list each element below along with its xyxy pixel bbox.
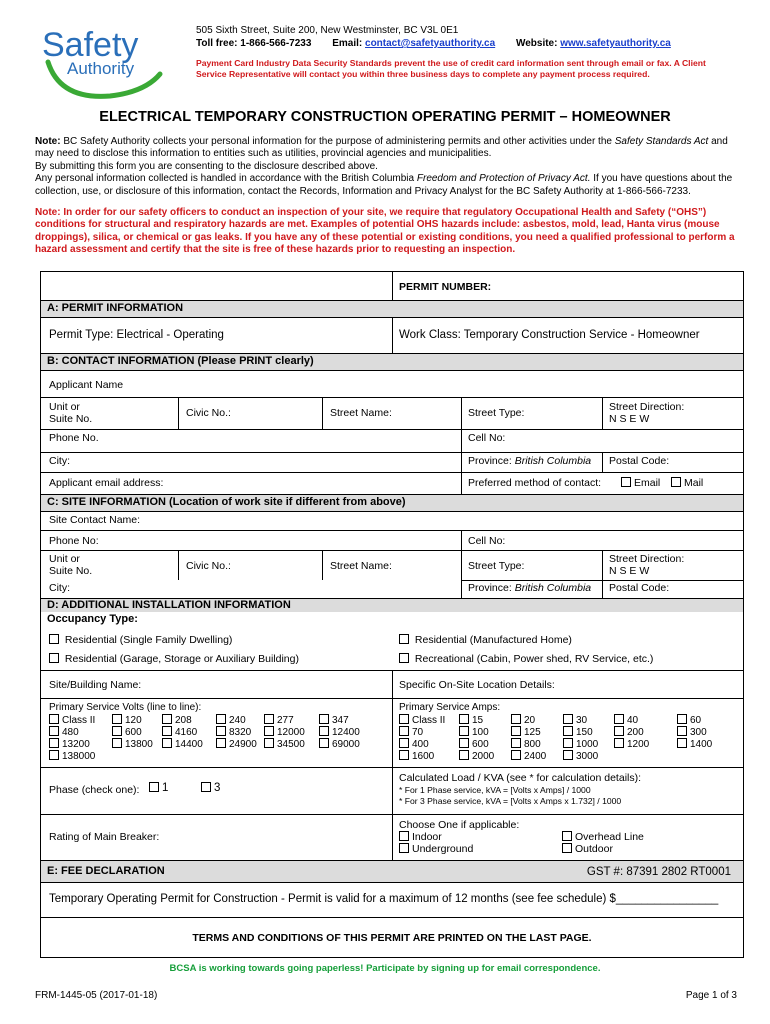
contact-mail-option[interactable]: Mail — [671, 477, 703, 489]
checkbox-icon[interactable] — [49, 714, 59, 724]
site-civic-field[interactable]: Civic No.: — [186, 560, 231, 572]
checkbox-icon[interactable] — [614, 738, 624, 748]
site-contact-field[interactable]: Site Contact Name: — [49, 514, 141, 526]
amps-option[interactable]: 1600 — [399, 750, 434, 763]
checkbox-icon[interactable] — [264, 714, 274, 724]
tollfree: Toll free: 1-866-566-7233 — [196, 38, 312, 49]
occ-single-family[interactable]: Residential (Single Family Dwelling) — [49, 634, 232, 646]
section-b-title: B: CONTACT INFORMATION (Please PRINT clearly) — [47, 355, 314, 367]
section-a-title: A: PERMIT INFORMATION — [47, 302, 184, 314]
form-id: FRM-1445-05 (2017-01-18) — [35, 990, 158, 1001]
checkbox-icon[interactable] — [677, 738, 687, 748]
city-field[interactable]: City: — [49, 455, 70, 467]
phase-1-option[interactable]: 1 — [149, 782, 168, 794]
amps-option[interactable]: 40 — [614, 714, 638, 727]
svg-text:Authority: Authority — [67, 59, 135, 78]
amps-option[interactable]: 600 — [459, 738, 489, 751]
postal-code-field[interactable]: Postal Code: — [609, 455, 670, 467]
volts-option[interactable]: 277 — [264, 714, 294, 727]
choose-one-label: Choose One if applicable: — [399, 819, 520, 831]
checkbox-icon[interactable] — [621, 477, 631, 487]
checkbox-icon[interactable] — [264, 738, 274, 748]
website-link[interactable]: www.safetyauthority.ca — [560, 38, 671, 49]
pci-notice: Payment Card Industry Data Security Standards prevent the use of credit card information sent through email or fax. A Client Service Representative will contact you within three business days to complete any payment process required. — [196, 58, 706, 79]
checkbox-icon[interactable] — [399, 750, 409, 760]
permit-number-label: PERMIT NUMBER: — [399, 281, 492, 293]
applicant-name-field[interactable]: Applicant Name — [49, 379, 124, 391]
amps-option[interactable]: 300 — [677, 726, 707, 739]
checkbox-icon[interactable] — [399, 653, 409, 663]
site-phone-field[interactable]: Phone No: — [49, 535, 99, 547]
checkbox-icon[interactable] — [563, 738, 573, 748]
volts-option[interactable]: 120 — [112, 714, 142, 727]
website-label: Website: — [515, 38, 558, 49]
volts-option[interactable]: 208 — [162, 714, 192, 727]
volts-grid: Primary Service Volts (line to line): Class II 120 208 240 277 347 480 600 4160 8320 12000 12400 13200 13800 14400 24900 34500 69000 138000 — [49, 702, 360, 762]
site-unit-field[interactable]: Unit or Suite No. — [49, 553, 93, 577]
terms-notice: TERMS AND CONDITIONS OF THIS PERMIT ARE PRINTED ON THE LAST PAGE. — [192, 932, 592, 944]
amps-option[interactable]: 1200 — [614, 738, 649, 751]
overhead-option[interactable]: Overhead Line — [562, 831, 644, 843]
checkbox-icon[interactable] — [399, 714, 409, 724]
amps-option[interactable]: 100 — [459, 726, 489, 739]
checkbox-icon[interactable] — [459, 738, 469, 748]
page-number: Page 1 of 3 — [685, 990, 737, 1001]
indoor-option[interactable]: Indoor — [399, 831, 442, 843]
checkbox-icon[interactable] — [399, 634, 409, 644]
checkbox-icon[interactable] — [319, 726, 329, 736]
street-direction-field[interactable]: Street Direction: N S E W — [609, 401, 685, 425]
cell-field[interactable]: Cell No: — [468, 432, 506, 444]
site-city-field[interactable]: City: — [49, 582, 70, 594]
checkbox-icon[interactable] — [563, 726, 573, 736]
volts-option[interactable]: 12400 — [319, 726, 360, 739]
amps-option[interactable]: 3000 — [563, 750, 598, 763]
checkbox-icon[interactable] — [264, 726, 274, 736]
checkbox-icon[interactable] — [563, 714, 573, 724]
site-postal-field[interactable]: Postal Code: — [609, 582, 670, 594]
safety-authority-logo — [40, 22, 180, 102]
site-street-direction-field[interactable]: Street Direction: N S E W — [609, 553, 685, 577]
volts-option[interactable]: Class II — [49, 714, 95, 727]
occ-garage[interactable]: Residential (Garage, Storage or Auxiliary Building) — [49, 653, 299, 665]
volts-option[interactable]: 34500 — [264, 738, 305, 751]
checkbox-icon[interactable] — [49, 738, 59, 748]
checkbox-icon[interactable] — [677, 726, 687, 736]
preferred-contact-label: Preferred method of contact: — [468, 477, 602, 489]
checkbox-icon[interactable] — [677, 714, 687, 724]
amps-option[interactable]: 200 — [614, 726, 644, 739]
checkbox-icon[interactable] — [162, 726, 172, 736]
occ-manufactured[interactable]: Residential (Manufactured Home) — [399, 634, 572, 646]
amps-option[interactable]: 2000 — [459, 750, 494, 763]
checkbox-icon[interactable] — [112, 714, 122, 724]
amps-option[interactable]: 150 — [563, 726, 593, 739]
email-label: Email: — [332, 38, 363, 49]
amps-option[interactable]: 20 — [511, 714, 535, 727]
temporary-fee-line[interactable]: Temporary Operating Permit for Construction - Permit is valid for a maximum of 12 months (see fee schedule) $________________ — [49, 893, 719, 905]
checkbox-icon[interactable] — [511, 714, 521, 724]
volts-option[interactable]: 480 — [49, 726, 79, 739]
outdoor-option[interactable]: Outdoor — [562, 843, 613, 855]
amps-option[interactable]: 2400 — [511, 750, 546, 763]
unit-suite-field[interactable]: Unit or Suite No. — [49, 401, 93, 425]
privacy-note: Note: BC Safety Authority collects your personal information for the purpose of administering permits and other activities under the Safety Standards Act and may need to disclose this information to entities such as utilities, provincial agencies and municipalities. By submitting this form you are consenting to the disclosure described above. Any personal information collected is handled in accordance with the British Columbia Freedom and Protection of Privacy Act. If you have questions about the collection, use, or disclosure of this information, contact the Records, Information and Privacy Analyst for the BC Safety Authority at 1-866-566-7233. — [35, 136, 733, 197]
checkbox-icon[interactable] — [562, 843, 572, 853]
phone-field[interactable]: Phone No. — [49, 432, 99, 444]
amps-option[interactable]: 60 — [677, 714, 701, 727]
checkbox-icon[interactable] — [319, 714, 329, 724]
checkbox-icon[interactable] — [162, 714, 172, 724]
work-class: Work Class: Temporary Construction Service - Homeowner — [399, 329, 700, 341]
amps-grid: Primary Service Amps: Class II 15 20 30 40 60 70 100 125 150 200 300 400 600 800 1000 1200 1400 1600 2000 2400 3000 — [399, 702, 713, 762]
site-cell-field[interactable]: Cell No: — [468, 535, 506, 547]
paperless-note: BCSA is working towards going paperless! Participate by signing up for email correspondence. — [169, 963, 601, 974]
checkbox-icon[interactable] — [399, 726, 409, 736]
page-title: ELECTRICAL TEMPORARY CONSTRUCTION OPERATING PERMIT – HOMEOWNER — [99, 109, 671, 125]
volts-option[interactable]: 13800 — [112, 738, 153, 751]
amps-option[interactable]: 30 — [563, 714, 587, 727]
volts-option[interactable]: 8320 — [216, 726, 251, 739]
checkbox-icon[interactable] — [162, 738, 172, 748]
permit-form — [40, 271, 744, 958]
site-province-field: Province: British Columbia — [468, 582, 592, 594]
site-building-field[interactable]: Site/Building Name: — [49, 679, 142, 691]
occ-recreational[interactable]: Recreational (Cabin, Power shed, RV Service, etc.) — [399, 653, 653, 665]
checkbox-icon[interactable] — [562, 831, 572, 841]
calc-load-title: Calculated Load / KVA (see * for calculation details): — [399, 772, 642, 784]
amps-option[interactable]: 15 — [459, 714, 483, 727]
calc-3-phase: * For 3 Phase service, kVA = [Volts x Amps x 1.732] / 1000 — [399, 796, 622, 806]
amps-option[interactable]: 800 — [511, 738, 541, 751]
checkbox-icon[interactable] — [399, 831, 409, 841]
volts-option[interactable]: 240 — [216, 714, 246, 727]
contact-email-option[interactable]: Email — [621, 477, 660, 489]
volts-option[interactable]: 4160 — [162, 726, 197, 739]
checkbox-icon[interactable] — [459, 750, 469, 760]
checkbox-icon[interactable] — [511, 750, 521, 760]
checkbox-icon[interactable] — [563, 750, 573, 760]
checkbox-icon[interactable] — [671, 477, 681, 487]
underground-option[interactable]: Underground — [399, 843, 473, 855]
civic-no-field[interactable]: Civic No.: — [186, 407, 231, 419]
section-c-title: C: SITE INFORMATION (Location of work site if different from above) — [47, 496, 406, 508]
volts-option[interactable]: 12000 — [264, 726, 305, 739]
checkbox-icon[interactable] — [112, 726, 122, 736]
checkbox-icon[interactable] — [216, 714, 226, 724]
checkbox-icon[interactable] — [201, 782, 211, 792]
phase-3-option[interactable]: 3 — [201, 782, 220, 794]
main-breaker-field[interactable]: Rating of Main Breaker: — [49, 831, 160, 843]
volts-option[interactable]: 24900 — [216, 738, 257, 751]
checkbox-icon[interactable] — [511, 726, 521, 736]
site-street-type-field[interactable]: Street Type: — [468, 560, 525, 572]
checkbox-icon[interactable] — [614, 714, 624, 724]
amps-option[interactable]: 70 — [399, 726, 423, 739]
amps-option[interactable]: 125 — [511, 726, 541, 739]
checkbox-icon[interactable] — [49, 634, 59, 644]
amps-option[interactable]: Class II — [399, 714, 445, 727]
applicant-email-field[interactable]: Applicant email address: — [49, 477, 164, 489]
checkbox-icon[interactable] — [614, 726, 624, 736]
svg-text:Safety: Safety — [42, 26, 139, 64]
checkbox-icon[interactable] — [216, 726, 226, 736]
checkbox-icon[interactable] — [511, 738, 521, 748]
volts-option[interactable]: 13200 — [49, 738, 90, 751]
section-e-title: E: FEE DECLARATION — [47, 865, 165, 877]
checkbox-icon[interactable] — [216, 738, 226, 748]
email-link[interactable]: contact@safetyauthority.ca — [365, 38, 496, 49]
specific-location-field[interactable]: Specific On-Site Location Details: — [399, 679, 555, 691]
amps-option[interactable]: 1000 — [563, 738, 598, 751]
volts-option[interactable]: 600 — [112, 726, 142, 739]
checkbox-icon[interactable] — [459, 726, 469, 736]
volts-option[interactable]: 347 — [319, 714, 349, 727]
amps-option[interactable]: 1400 — [677, 738, 712, 751]
volts-option[interactable]: 14400 — [162, 738, 203, 751]
checkbox-icon[interactable] — [112, 738, 122, 748]
section-d-title: D: ADDITIONAL INSTALLATION INFORMATION — [47, 599, 291, 611]
checkbox-icon[interactable] — [399, 738, 409, 748]
street-name-field[interactable]: Street Name: — [330, 407, 392, 419]
site-street-name-field[interactable]: Street Name: — [330, 560, 392, 572]
phase-label: Phase (check one): — [49, 784, 140, 796]
street-type-field[interactable]: Street Type: — [468, 407, 525, 419]
calc-1-phase: * For 1 Phase service, kVA = [Volts x Amps] / 1000 — [399, 785, 591, 795]
volts-option[interactable]: 138000 — [49, 750, 95, 763]
permit-type: Permit Type: Electrical - Operating — [49, 329, 224, 341]
checkbox-icon[interactable] — [399, 843, 409, 853]
checkbox-icon[interactable] — [49, 726, 59, 736]
occupancy-title: Occupancy Type: — [47, 613, 138, 625]
checkbox-icon[interactable] — [319, 738, 329, 748]
ohs-note: Note: In order for our safety officers to conduct an inspection of your site, we require that regulatory Occupational Health and Safety (“OHS”) conditions for structural and respiratory hazards are met. Examples of potential OHS hazards include: asbestos, mold, lead, Hanta virus (mouse droppings), silica, or chemical or gas leaks. If you have any of these potential or existing conditions, you need a qualified professional to perform a hazard assessment and certify that the site is free of these hazards prior to requesting an inspection. — [35, 207, 735, 256]
checkbox-icon[interactable] — [49, 653, 59, 663]
contact-header — [196, 24, 671, 50]
province-field: Province: British Columbia — [468, 455, 592, 467]
checkbox-icon[interactable] — [49, 750, 59, 760]
checkbox-icon[interactable] — [149, 782, 159, 792]
address: 505 Sixth Street, Suite 200, New Westminster, BC V3L 0E1 — [196, 25, 459, 36]
amps-option[interactable]: 400 — [399, 738, 429, 751]
gst-number: GST #: 87391 2802 RT0001 — [586, 866, 731, 878]
volts-option[interactable]: 69000 — [319, 738, 360, 751]
checkbox-icon[interactable] — [459, 714, 469, 724]
